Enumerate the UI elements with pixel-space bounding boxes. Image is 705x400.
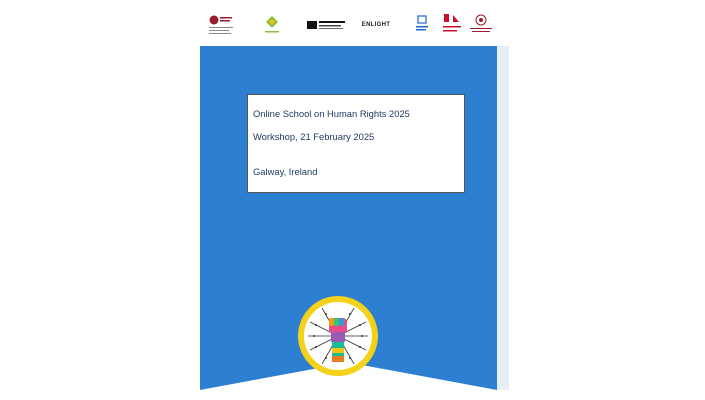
university-of-galway-logo xyxy=(206,10,236,40)
partner-logo-2 xyxy=(262,10,282,40)
partner-logo-strip xyxy=(200,10,505,40)
event-location: Galway, Ireland xyxy=(253,166,318,177)
enlight-logo xyxy=(360,10,392,40)
green-diamond-icon xyxy=(263,14,281,36)
groningen-university-logo xyxy=(440,10,464,40)
enlight-wordmark: ENLIGHT xyxy=(361,22,391,28)
uppsala-seal-icon xyxy=(468,13,494,37)
ghent-logo-icon xyxy=(413,14,431,36)
event-info-box xyxy=(247,94,465,193)
uppsala-university-logo xyxy=(468,10,494,40)
ghent-university-logo xyxy=(412,10,432,40)
groningen-logo-icon xyxy=(441,13,463,37)
workshop-date: Workshop, 21 February 2025 xyxy=(253,131,375,142)
black-bar-logo-icon xyxy=(306,18,346,32)
school-title: Online School on Human Rights 2025 xyxy=(253,108,410,119)
banner-side-shadow xyxy=(497,46,509,390)
partner-logo-3 xyxy=(306,10,346,40)
raised-fist-emblem xyxy=(296,294,380,378)
galway-crest-icon xyxy=(207,14,235,36)
fist-barbed-wire-icon xyxy=(296,294,380,378)
